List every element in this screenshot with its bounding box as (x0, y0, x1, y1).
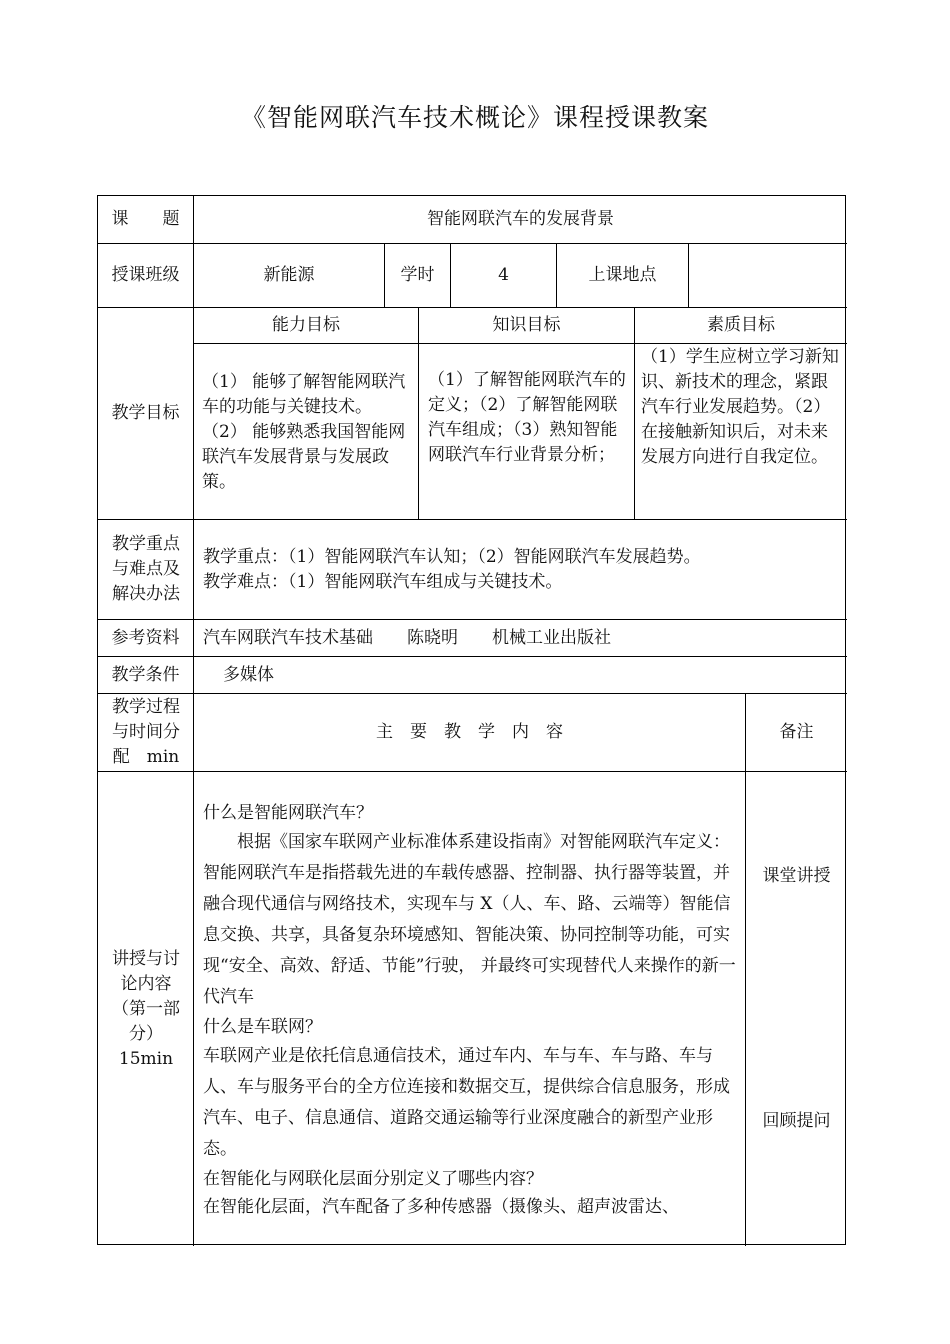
objectives-label: 教学目标 (111, 403, 180, 423)
place-label: 上课地点 (588, 265, 657, 285)
class-label: 授课班级 (111, 265, 180, 285)
note-lecture: 课堂讲授 (762, 865, 831, 886)
lecture-content (203, 799, 745, 1221)
key-points-text (203, 545, 843, 595)
conditions-value: 多媒体 (223, 664, 274, 685)
ability-header: 能力目标 (272, 315, 340, 335)
key-point-line: 教学重点：（1）智能网联汽车认知；（2）智能网联汽车发展趋势。 (203, 547, 701, 567)
lesson-plan-table (97, 195, 846, 1245)
conditions-label: 教学条件 (111, 664, 180, 685)
reference-value: 汽车网联汽车技术基础 陈晓明 机械工业出版社 (203, 627, 611, 648)
knowledge-header: 知识目标 (492, 315, 561, 335)
topic-label: 课 题 (111, 209, 180, 229)
reference-label: 参考资料 (111, 627, 180, 648)
class-value: 新能源 (263, 265, 315, 285)
question-3: 在智能化与网联化层面分别定义了哪些内容？ (203, 1169, 543, 1189)
topic-value: 智能网联汽车的发展背景 (427, 209, 614, 229)
quality-header: 素质目标 (707, 315, 775, 335)
iov-paragraph: 车联网产业是依托信息通信技术，通过车内、车与车、车与路、车与人、车与服务平台的全方位连接和数据交互，提供综合信息服务，形成汽车、电子、信息通信、道路交通运输等行业深度融合的新型产业形态。 (203, 1046, 730, 1159)
notes-header: 备注 (779, 722, 814, 742)
hours-label: 学时 (400, 265, 435, 285)
quality-text: （1）学生应树立学习新知识、新技术的理念，紧跟汽车行业发展趋势。（2）在接触新知识后，对未来发展方向进行自我定位。 (641, 347, 839, 467)
question-1: 什么是智能网联汽车？ (203, 803, 373, 823)
place-value (689, 244, 847, 307)
difficulty-line: 教学难点：（1）智能网联汽车组成与关键技术。 (203, 572, 563, 592)
process-label: 教学过程与时间分配 min (112, 697, 180, 767)
intelligence-paragraph: 在智能化层面，汽车配备了多种传感器（摄像头、超声波雷达、 (203, 1197, 679, 1217)
ability-text: （1） 能够了解智能网联汽车的功能与关键技术。 （2） 能够熟悉我国智能网联汽车发展背景与发展政策。 (202, 372, 406, 492)
hours-value: 4 (498, 265, 509, 285)
definition-paragraph: 根据《国家车联网产业标准体系建设指南》对智能网联汽车定义：智能网联汽车是指搭载先进的车载传感器、控制器、执行器等装置，并融合现代通信与网络技术，实现车与 X（人、车、路、云端等）智能信息交换、共享，具备复杂环境感知、智能决策、协同控制等功能，可实现“安全、高效、舒适、节能”行驶， 并最终可实现替代人来操作的新一代汽车 (203, 832, 736, 1007)
question-2: 什么是车联网？ (203, 1017, 322, 1037)
content-header: 主 要 教 学 内 容 (376, 722, 563, 742)
document-title: 《智能网联汽车技术概论》课程授课教案 (240, 103, 709, 132)
note-review: 回顾提问 (762, 1110, 831, 1131)
lecture-label: 讲授与讨论内容（第一部分）15min (112, 948, 180, 1069)
key-points-label: 教学重点与难点及解决办法 (112, 534, 180, 604)
knowledge-text: （1）了解智能网联汽车的定义；（2）了解智能网联汽车组成；（3）熟知智能网联汽车行业背景分析； (428, 370, 626, 465)
